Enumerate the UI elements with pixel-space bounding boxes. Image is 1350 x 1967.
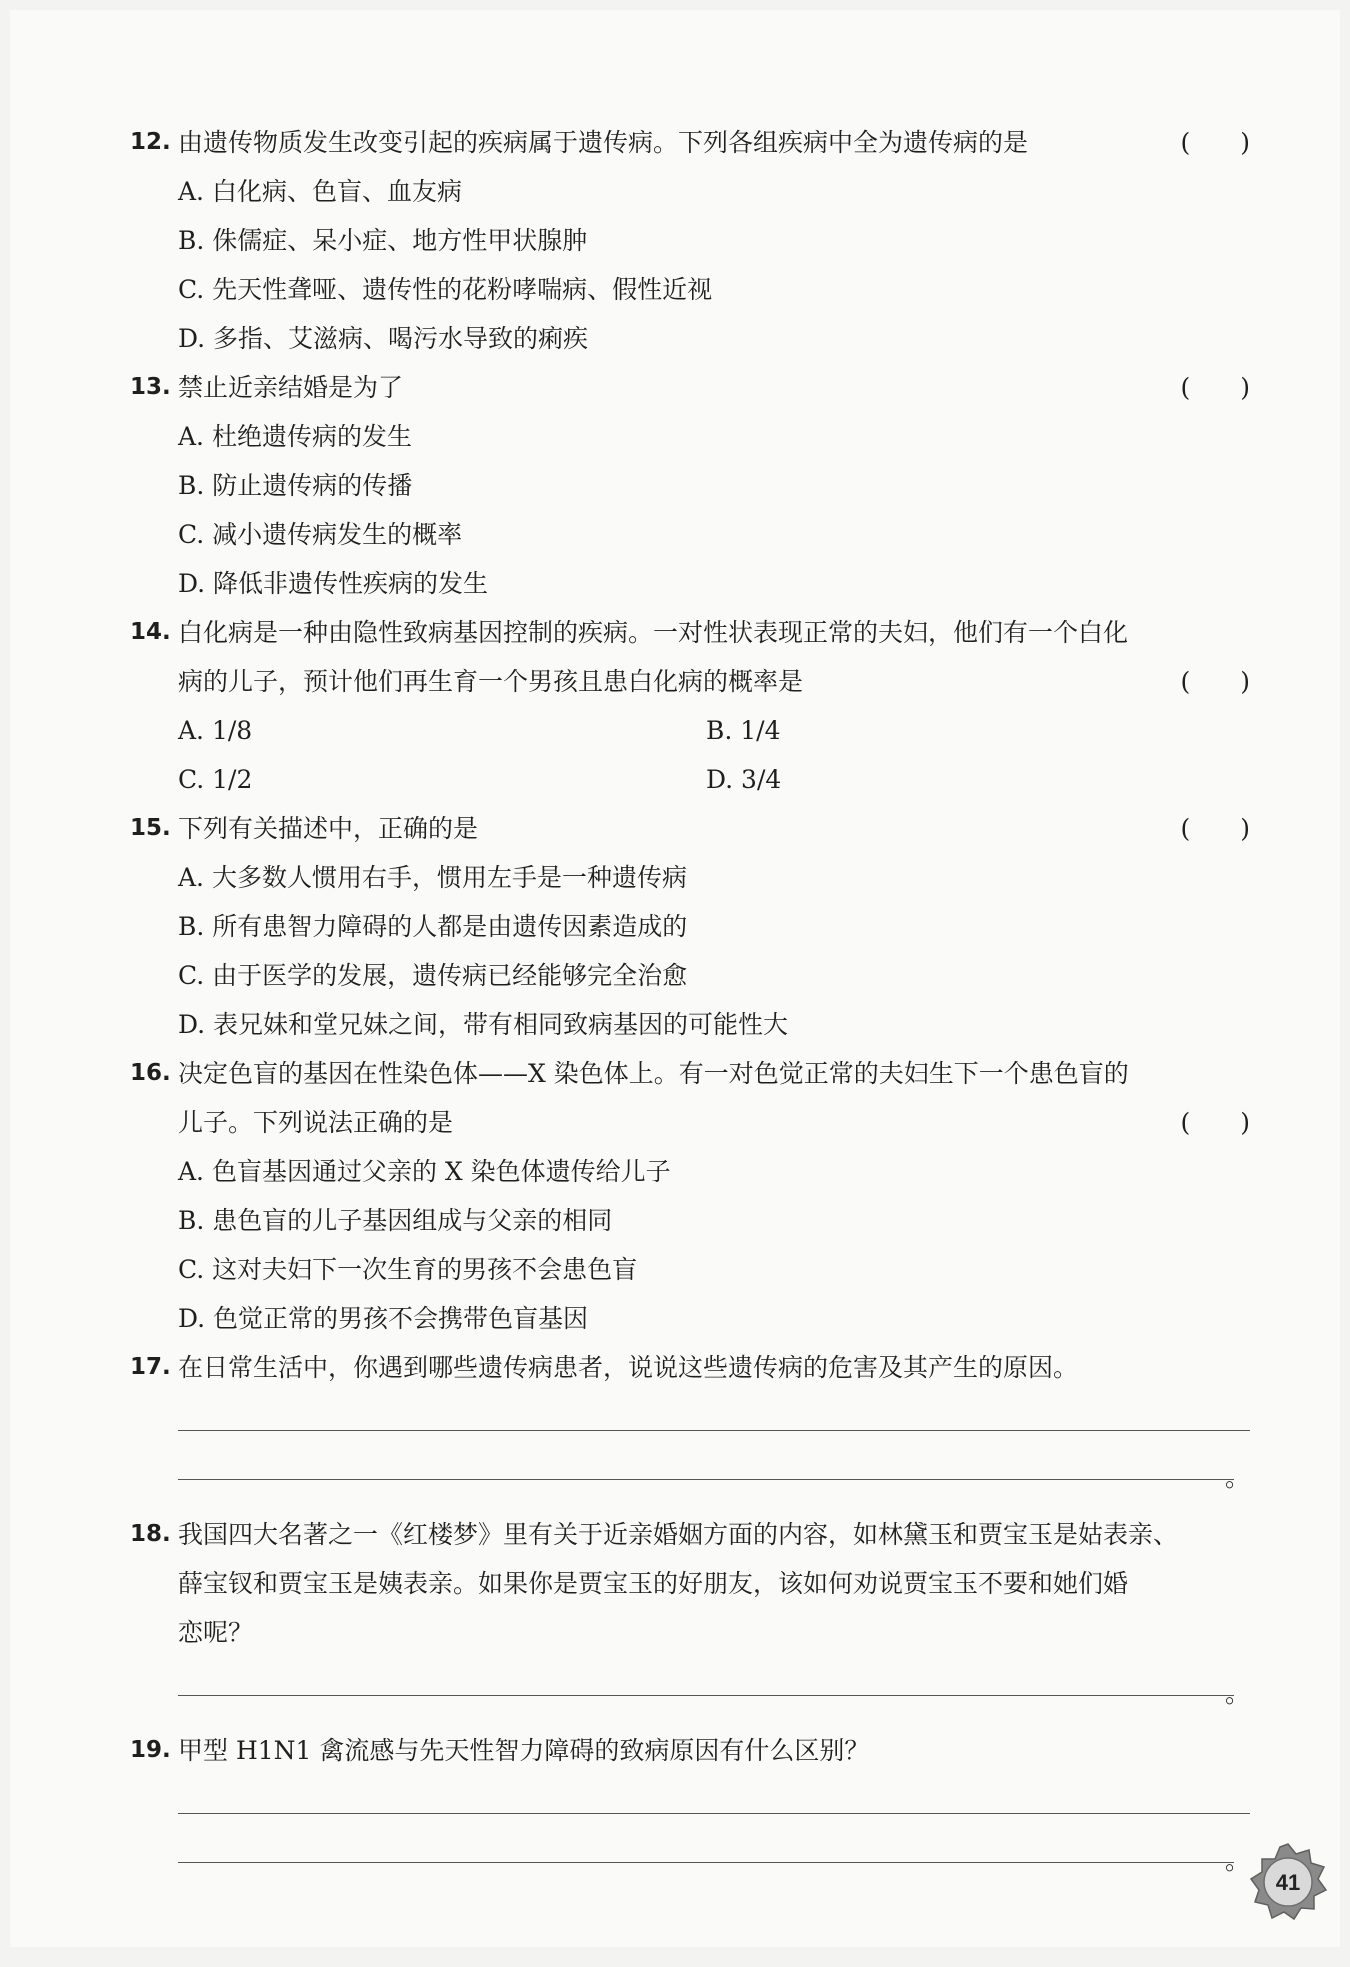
option-a[interactable]: A. 大多数人惯用右手，惯用左手是一种遗传病 <box>178 863 687 892</box>
question-stem-line <box>130 1559 1250 1608</box>
question-stem: 我国四大名著之一《红楼梦》里有关于近亲婚姻方面的内容，如林黛玉和贾宝玉是姑表亲、 <box>178 1520 1179 1549</box>
question-stem: 儿子。下列说法正确的是 <box>178 1108 454 1137</box>
answer-line[interactable] <box>130 1775 1250 1824</box>
option-c[interactable]: C. 减小遗传病发生的概率 <box>178 520 463 549</box>
answer-rule <box>178 1813 1250 1814</box>
question-12 <box>130 118 1250 363</box>
option-c[interactable]: C. 1/2 <box>178 765 253 794</box>
question-14 <box>130 608 1250 804</box>
question-stem-line <box>130 118 1250 167</box>
answer-rule <box>178 1695 1234 1696</box>
question-stem: 恋呢？ <box>178 1618 254 1647</box>
question-stem-line <box>130 1343 1250 1392</box>
option-d[interactable]: D. 色觉正常的男孩不会携带色盲基因 <box>178 1304 589 1333</box>
question-18 <box>130 1510 1250 1726</box>
question-stem: 下列有关描述中，正确的是 <box>178 814 479 843</box>
spacer <box>130 1706 1250 1726</box>
option-c[interactable]: C. 由于医学的发展，遗传病已经能够完全治愈 <box>178 961 688 990</box>
question-stem-line <box>130 804 1250 853</box>
spacer <box>130 1490 1250 1510</box>
option-row <box>130 755 1250 804</box>
option-a[interactable]: A. 1/8 <box>178 716 253 745</box>
option-d[interactable]: D. 3/4 <box>706 765 782 794</box>
question-stem-line <box>130 657 1250 706</box>
question-stem-line <box>130 608 1250 657</box>
answer-bracket[interactable]: ( ) <box>1180 373 1250 402</box>
question-list <box>130 118 1250 1873</box>
option-a[interactable]: A. 白化病、色盲、血友病 <box>178 177 462 206</box>
answer-line[interactable] <box>130 1824 1250 1873</box>
question-stem: 决定色盲的基因在性染色体——X 染色体上。有一对色觉正常的夫妇生下一个患色盲的 <box>178 1059 1129 1088</box>
option-d[interactable]: D. 降低非遗传性疾病的发生 <box>178 569 489 598</box>
question-13 <box>130 363 1250 608</box>
question-number: 12. <box>130 129 171 155</box>
option-row <box>130 706 1250 755</box>
option-b[interactable]: B. 防止遗传病的传播 <box>178 471 413 500</box>
question-stem-line <box>130 1510 1250 1559</box>
period-mark: 。 <box>1224 1846 1250 1875</box>
question-stem-line <box>130 1726 1250 1775</box>
question-number: 13. <box>130 374 171 400</box>
question-stem-line <box>130 1049 1250 1098</box>
answer-bracket[interactable]: ( ) <box>1180 667 1250 696</box>
period-mark: 。 <box>1224 1463 1250 1492</box>
question-number: 18. <box>130 1521 171 1547</box>
answer-line[interactable] <box>130 1441 1250 1490</box>
option-a[interactable]: A. 色盲基因通过父亲的 X 染色体遗传给儿子 <box>178 1157 671 1186</box>
page-number-badge <box>1248 1842 1328 1922</box>
answer-rule <box>178 1479 1234 1480</box>
answer-bracket[interactable]: ( ) <box>1180 1108 1250 1137</box>
option-b[interactable]: B. 所有患智力障碍的人都是由遗传因素造成的 <box>178 912 688 941</box>
answer-rule <box>178 1862 1234 1863</box>
question-15 <box>130 804 1250 1049</box>
period-mark: 。 <box>1224 1679 1250 1708</box>
option-b[interactable]: B. 患色盲的儿子基因组成与父亲的相同 <box>178 1206 613 1235</box>
answer-bracket[interactable]: ( ) <box>1180 128 1250 157</box>
question-stem: 薛宝钗和贾宝玉是姨表亲。如果你是贾宝玉的好朋友，该如何劝说贾宝玉不要和她们婚 <box>178 1569 1129 1598</box>
question-stem: 禁止近亲结婚是为了 <box>178 373 404 402</box>
question-number: 14. <box>130 619 171 645</box>
page-number: 41 <box>1275 1870 1301 1895</box>
answer-bracket[interactable]: ( ) <box>1180 814 1250 843</box>
option-b[interactable]: B. 1/4 <box>706 716 781 745</box>
question-stem: 甲型 H1N1 禽流感与先天性智力障碍的致病原因有什么区别？ <box>178 1736 870 1765</box>
option-c[interactable]: C. 先天性聋哑、遗传性的花粉哮喘病、假性近视 <box>178 275 713 304</box>
worksheet-page <box>10 10 1340 1947</box>
question-number: 15. <box>130 815 171 841</box>
answer-line[interactable] <box>130 1657 1250 1706</box>
question-17 <box>130 1343 1250 1510</box>
question-19 <box>130 1726 1250 1873</box>
option-a[interactable]: A. 杜绝遗传病的发生 <box>178 422 412 451</box>
answer-rule <box>178 1430 1250 1431</box>
option-c[interactable]: C. 这对夫妇下一次生育的男孩不会患色盲 <box>178 1255 638 1284</box>
question-number: 16. <box>130 1060 171 1086</box>
option-d[interactable]: D. 多指、艾滋病、喝污水导致的痢疾 <box>178 324 589 353</box>
question-stem: 由遗传物质发生改变引起的疾病属于遗传病。下列各组疾病中全为遗传病的是 <box>178 128 1029 157</box>
question-stem-line <box>130 363 1250 412</box>
page-badge-icon <box>1248 1842 1328 1922</box>
question-stem: 白化病是一种由隐性致病基因控制的疾病。一对性状表现正常的夫妇，他们有一个白化 <box>178 618 1129 647</box>
question-number: 19. <box>130 1737 171 1763</box>
question-stem-line <box>130 1608 1250 1657</box>
answer-line[interactable] <box>130 1392 1250 1441</box>
option-b[interactable]: B. 侏儒症、呆小症、地方性甲状腺肿 <box>178 226 588 255</box>
question-stem: 在日常生活中，你遇到哪些遗传病患者，说说这些遗传病的危害及其产生的原因。 <box>178 1353 1079 1382</box>
question-stem: 病的儿子，预计他们再生育一个男孩且患白化病的概率是 <box>178 667 804 696</box>
question-number: 17. <box>130 1354 171 1380</box>
question-16 <box>130 1049 1250 1343</box>
option-d[interactable]: D. 表兄妹和堂兄妹之间，带有相同致病基因的可能性大 <box>178 1010 789 1039</box>
question-stem-line <box>130 1098 1250 1147</box>
